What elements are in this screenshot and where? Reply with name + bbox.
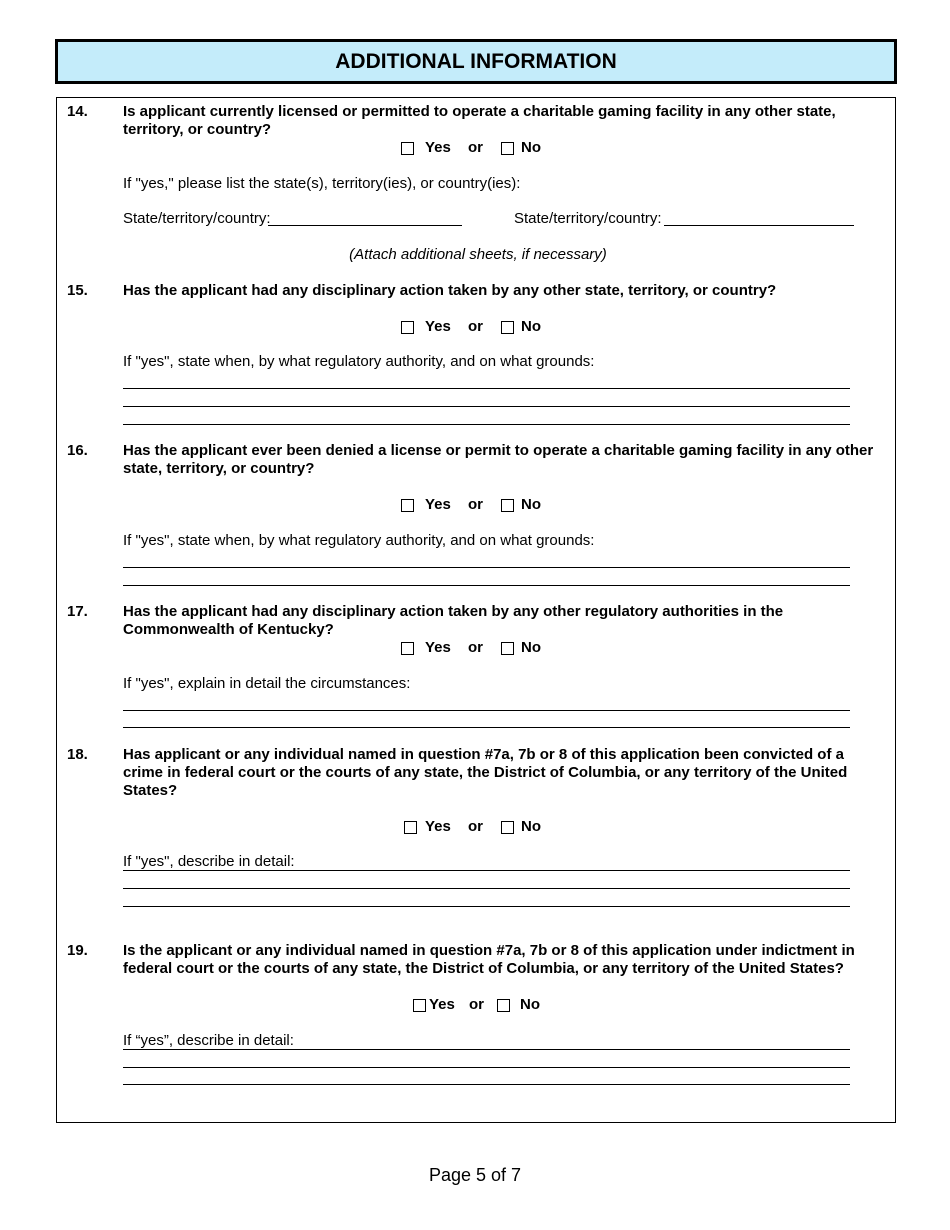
question-15-text: Has the applicant had any disciplinary action taken by any other state, territory, or country? [123,282,777,299]
yes-label: Yes [425,139,451,156]
or-label: or [468,318,483,335]
yes-label: Yes [425,318,451,335]
question-17-no-checkbox[interactable] [501,642,514,655]
question-15-number: 15. [67,282,88,299]
no-label: No [521,318,541,335]
answer-line[interactable] [123,1049,850,1050]
no-label: No [521,496,541,513]
question-14-no-checkbox[interactable] [501,142,514,155]
answer-line[interactable] [123,1084,850,1085]
no-label: No [521,818,541,835]
page-title: ADDITIONAL INFORMATION [55,39,897,84]
answer-line[interactable] [123,388,850,389]
question-14-text: Is applicant currently licensed or permitted to operate a charitable gaming facility in any other state, territory, or country? [123,103,836,138]
question-15-followup: If "yes", state when, by what regulatory authority, and on what grounds: [123,353,595,370]
state-field-2-input[interactable] [664,225,854,226]
question-16-followup: If "yes", state when, by what regulatory authority, and on what grounds: [123,532,595,549]
state-field-1-input[interactable] [268,225,462,226]
state-field-1-label: State/territory/country: [123,210,271,227]
answer-line[interactable] [123,585,850,586]
answer-line[interactable] [123,906,850,907]
question-19-number: 19. [67,942,88,959]
or-label: or [469,996,484,1013]
question-18-text: Has applicant or any individual named in question #7a, 7b or 8 of this application been convicted of a crime in federal court or the courts of any state, the District of Columbia, or any territory of the United States? [123,746,848,799]
state-field-2-label: State/territory/country: [514,210,662,227]
question-15-no-checkbox[interactable] [501,321,514,334]
question-17-yes-checkbox[interactable] [401,642,414,655]
question-14-number: 14. [67,103,88,120]
answer-line[interactable] [123,1067,850,1068]
question-19-no-checkbox[interactable] [497,999,510,1012]
or-label: or [468,639,483,656]
yes-label: Yes [429,996,455,1013]
question-18-followup: If "yes", describe in detail: [123,853,295,870]
answer-line[interactable] [123,567,850,568]
or-label: or [468,139,483,156]
question-16-yes-no [401,496,551,514]
question-14-followup: If "yes," please list the state(s), territory(ies), or country(ies): [123,175,521,192]
question-15-yes-no [401,318,551,336]
question-16-number: 16. [67,442,88,459]
yes-label: Yes [425,496,451,513]
answer-line[interactable] [123,870,850,871]
answer-line[interactable] [123,710,850,711]
question-17-followup: If "yes", explain in detail the circumstances: [123,675,411,692]
question-17-number: 17. [67,603,88,620]
question-14-yes-no [401,139,551,157]
no-label: No [520,996,540,1013]
question-19-text: Is the applicant or any individual named in question #7a, 7b or 8 of this application under indictment in federal court or the courts of any state, the District of Columbia, or any territory of the United States? [123,942,855,977]
or-label: or [468,496,483,513]
question-16-yes-checkbox[interactable] [401,499,414,512]
question-18-number: 18. [67,746,88,763]
yes-label: Yes [425,639,451,656]
answer-line[interactable] [123,727,850,728]
question-19-yes-no [413,996,553,1014]
question-18-yes-no [401,818,551,836]
or-label: or [468,818,483,835]
question-17-text: Has the applicant had any disciplinary action taken by any other regulatory authorities in the Commonwealth of Kentucky? [123,603,784,638]
question-19-followup: If “yes”, describe in detail: [123,1032,294,1049]
question-16-no-checkbox[interactable] [501,499,514,512]
page-number: Page 5 of 7 [428,1165,522,1185]
answer-line[interactable] [123,888,850,889]
question-16-text: Has the applicant ever been denied a license or permit to operate a charitable gaming facility in any other state, territory, or country? [123,442,874,477]
question-17-yes-no [401,639,551,657]
yes-label: Yes [425,818,451,835]
question-14-yes-checkbox[interactable] [401,142,414,155]
question-18-yes-checkbox[interactable] [404,821,417,834]
question-19-yes-checkbox[interactable] [413,999,426,1012]
no-label: No [521,639,541,656]
answer-line[interactable] [123,406,850,407]
answer-line[interactable] [123,424,850,425]
question-15-yes-checkbox[interactable] [401,321,414,334]
attach-note: (Attach additional sheets, if necessary) [349,246,607,263]
no-label: No [521,139,541,156]
question-18-no-checkbox[interactable] [501,821,514,834]
